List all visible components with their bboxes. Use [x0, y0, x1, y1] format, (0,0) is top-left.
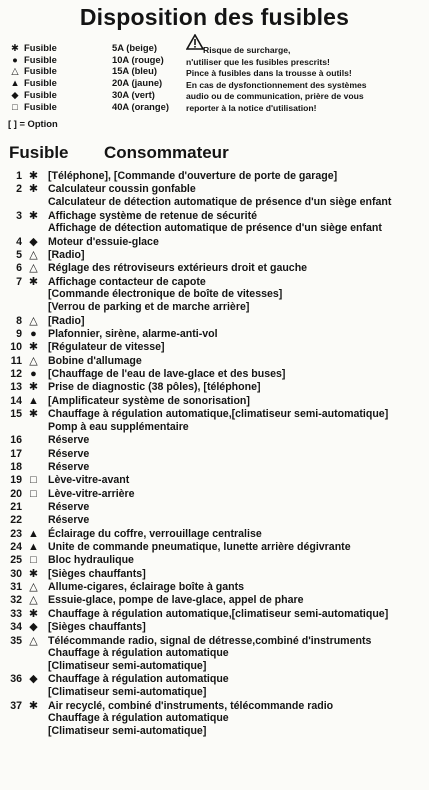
warning-line: audio ou de communication, prière de vous [186, 91, 364, 102]
fuse-consumer-line: [Chauffage de l'eau de lave-glace et des buses] [48, 368, 286, 381]
fuse-consumer [48, 236, 426, 249]
fuse-symbol-icon: ● [30, 328, 37, 340]
fuse-symbol-icon: □ [30, 554, 37, 567]
fuse-number: 3 [16, 209, 22, 222]
legend-amperage: 10A (rouge) [112, 53, 164, 65]
fuse-row [0, 236, 429, 249]
column-header-fusible: Fusible [9, 143, 69, 162]
fuse-number: 14 [10, 394, 22, 407]
fuse-number: 10 [10, 341, 22, 354]
fuse-number: 7 [16, 275, 22, 288]
legend-fuse-label: Fusible [24, 42, 57, 53]
fuse-symbol-icon: △ [29, 581, 38, 594]
fuse-consumer [48, 594, 426, 607]
fuse-consumer-line: Réglage des rétroviseurs extérieurs droit et gauche [48, 262, 308, 275]
fuse-consumer-line: Air recyclé, combiné d'instruments, télécommande radio [48, 699, 334, 712]
fuse-symbol-icon: ● [12, 53, 18, 65]
fuse-symbol-icon: ✱ [28, 408, 39, 421]
fuse-consumer-line: Allume-cigares, éclairage boîte à gants [48, 581, 245, 594]
fuse-consumer [48, 315, 426, 328]
fuse-consumer-line: Unite de commande pneumatique, lunette arrière dégivrante [48, 541, 351, 554]
fuse-symbol-icon: ◆ [29, 673, 38, 686]
fuse-consumer [48, 249, 426, 262]
fuse-number: 19 [10, 474, 22, 487]
fuse-row [0, 514, 429, 527]
fuse-symbol-icon: △ [29, 314, 38, 327]
fuse-row [0, 434, 429, 447]
fuse-consumer-line: Lève-vitre-avant [48, 474, 130, 487]
fuse-number: 24 [10, 541, 22, 554]
fuse-consumer [48, 621, 426, 634]
fuse-consumer [48, 474, 426, 487]
fuse-number: 9 [16, 328, 22, 340]
fuse-number: 18 [10, 460, 22, 473]
fuse-symbol-icon: □ [30, 474, 37, 487]
fuse-number: 31 [10, 581, 22, 594]
fuse-consumer [48, 673, 426, 699]
legend-amperage: 20A (jaune) [112, 77, 163, 89]
fuse-number: 6 [16, 262, 22, 275]
fuse-row [0, 474, 429, 487]
fuse-consumer-line: [Verrou de parking et de marche arrière] [48, 301, 250, 314]
fuse-row [0, 673, 429, 699]
fuse-consumer [48, 461, 426, 474]
fuse-consumer [48, 368, 426, 381]
fuse-consumer-line: [Sièges chauffants] [48, 621, 146, 634]
fuse-consumer-line: Affichage système de retenue de sécurité [48, 209, 258, 222]
fuse-number: 34 [10, 621, 22, 634]
fuse-consumer-line: [Radio] [48, 249, 85, 261]
fuse-number: 2 [16, 183, 22, 196]
legend-fuse-label: Fusible [24, 100, 57, 112]
fuse-consumer [48, 183, 426, 209]
fuse-number: 36 [10, 673, 22, 686]
fuse-consumer-line: [Commande électronique de boîte de vitesses] [48, 288, 283, 301]
fuse-consumer-line: [Sièges chauffants] [48, 567, 146, 580]
fuse-consumer-line: Réserve [48, 501, 90, 513]
fuse-symbol-icon: ✱ [11, 42, 19, 53]
fuse-symbol-icon: △ [29, 594, 38, 607]
fuse-symbol-icon: △ [11, 65, 19, 77]
fuse-consumer-line: Chauffage à régulation automatique [48, 647, 229, 660]
fuse-row [0, 262, 429, 275]
fuse-consumer-line: [Amplificateur système de sonorisation] [48, 394, 250, 407]
fuse-consumer [48, 635, 426, 673]
fuse-consumer-line: Chauffage à régulation automatique,[climatiseur semi-automatique] [48, 607, 389, 620]
fuse-symbol-icon: ✱ [28, 341, 39, 354]
fuse-symbol-icon: ✱ [28, 381, 39, 394]
fuse-symbol-icon: ✱ [28, 607, 39, 620]
legend-fuse-label: Fusible [24, 88, 57, 100]
fuse-row [0, 581, 429, 594]
fuse-consumer-line: Plafonnier, sirène, alarme-anti-vol [48, 328, 218, 340]
fuse-consumer-line: Chauffage à régulation automatique,[climatiseur semi-automatique] [48, 408, 389, 421]
fuse-number: 5 [16, 249, 22, 261]
fuse-consumer [48, 488, 426, 501]
fuse-number: 15 [10, 408, 22, 421]
fuse-consumer-line: [Radio] [48, 314, 85, 327]
fuse-row [0, 276, 429, 314]
fuse-consumer [48, 355, 426, 368]
fuse-consumer-line: [Régulateur de vitesse] [48, 341, 165, 354]
fuse-consumer-line: Éclairage du coffre, verrouillage centralise [48, 527, 262, 540]
warning-line: Risque de surcharge, [203, 45, 291, 55]
fuse-row [0, 183, 429, 209]
fuse-consumer-line: Affichage de détection automatique de présence d'un siège enfant [48, 222, 382, 235]
fuse-consumer-line: Chauffage à régulation automatique [48, 673, 229, 686]
warning-line: reporter à la notice d'utilisation! [186, 103, 317, 113]
fuse-number: 4 [16, 235, 22, 248]
fuse-consumer [48, 700, 426, 738]
fuse-consumer-line: Réserve [48, 434, 90, 447]
warning-line: En cas de dysfonctionnement des systèmes [186, 79, 367, 90]
fuse-number: 37 [10, 699, 22, 712]
fuse-consumer-line: Réserve [48, 514, 90, 527]
fuse-row [0, 395, 429, 408]
fuse-number: 16 [10, 434, 22, 447]
fuse-symbol-icon: △ [29, 354, 38, 367]
fuse-symbol-icon: ✱ [28, 183, 39, 196]
fuse-consumer [48, 328, 426, 341]
fuse-consumer [48, 608, 426, 621]
fuse-consumer-line: Lève-vitre-arrière [48, 487, 135, 500]
fuse-symbol-icon: ▲ [28, 527, 39, 540]
fuse-consumer-line: [Climatiseur semi-automatique] [48, 686, 207, 699]
fuse-row [0, 355, 429, 368]
fuse-symbol-icon: ◆ [29, 621, 38, 634]
fuse-symbol-icon: □ [30, 487, 37, 500]
fuse-consumer [48, 262, 426, 275]
fuse-number: 17 [10, 447, 22, 460]
fuse-consumer [48, 341, 426, 354]
legend-amperage: 15A (bleu) [112, 65, 157, 77]
legend-fuse-label: Fusible [24, 53, 57, 65]
fuse-consumer [48, 448, 426, 461]
column-header-consommateur: Consommateur [104, 143, 229, 162]
page-title: Disposition des fusibles [79, 4, 350, 30]
fuse-consumer [48, 170, 426, 183]
fuse-consumer-line: Bloc hydraulique [48, 554, 134, 567]
fuse-row [0, 249, 429, 262]
legend-amperage: 30A (vert) [112, 88, 155, 100]
option-note: [ ] = Option [8, 118, 58, 129]
fuse-row [0, 461, 429, 474]
fuse-row [0, 315, 429, 328]
fuse-row [0, 554, 429, 567]
fuse-symbol-icon: ◆ [11, 88, 19, 100]
fuse-consumer-line: Prise de diagnostic (38 pôles), [téléphone] [48, 381, 261, 394]
fuse-consumer [48, 541, 426, 554]
fuse-row [0, 381, 429, 394]
fuse-number: 25 [10, 554, 22, 567]
warning-line: Pince à fusibles dans la trousse à outils! [186, 68, 352, 79]
fuse-consumer [48, 408, 426, 434]
fuse-symbol-icon: ✱ [28, 567, 39, 580]
fuse-row [0, 170, 429, 183]
legend-amperage: 5A (beige) [112, 42, 157, 53]
fuse-row [0, 210, 429, 236]
fuse-number: 12 [10, 368, 22, 381]
fuse-number: 1 [16, 170, 22, 182]
fuse-consumer-line: Chauffage à régulation automatique [48, 712, 229, 725]
fuse-consumer [48, 434, 426, 447]
fuse-row [0, 408, 429, 434]
fuse-consumer [48, 381, 426, 394]
fuse-row [0, 341, 429, 354]
fuse-consumer-line: Bobine d'allumage [48, 354, 142, 367]
fuse-row [0, 488, 429, 501]
fuse-row [0, 594, 429, 607]
fuse-number: 13 [10, 381, 22, 394]
fuse-row [0, 448, 429, 461]
fuse-symbol-icon: △ [29, 634, 38, 647]
fuse-consumer-line: Pomp à eau supplémentaire [48, 420, 189, 433]
fuse-consumer-line: Moteur d'essuie-glace [48, 235, 159, 248]
fuse-number: 21 [10, 501, 22, 513]
fuse-symbol-icon: ✱ [28, 699, 39, 712]
fuse-symbol-icon: ▲ [28, 541, 39, 554]
fuse-consumer-line: Essuie-glace, pompe de lave-glace, appel de phare [48, 594, 304, 607]
fuse-consumer [48, 528, 426, 541]
fuse-symbol-icon: ✱ [28, 170, 39, 182]
fuse-consumer-line: Calculateur coussin gonfable [48, 183, 196, 196]
fuse-consumer [48, 501, 426, 514]
fuse-consumer-line: Affichage contacteur de capote [48, 275, 206, 288]
fuse-row [0, 608, 429, 621]
fuse-number: 35 [10, 634, 22, 647]
fuse-symbol-icon: △ [29, 249, 38, 261]
fuse-consumer [48, 210, 426, 236]
warning-line: n'utiliser que les fusibles prescrits! [186, 56, 330, 67]
fuse-consumer [48, 554, 426, 567]
fuse-consumer-line: [Climatiseur semi-automatique] [48, 725, 207, 738]
fuse-row [0, 368, 429, 381]
fuse-row [0, 568, 429, 581]
legend-fuse-label: Fusible [24, 65, 57, 77]
fuse-consumer [48, 514, 426, 527]
fuse-row [0, 501, 429, 514]
fuse-number: 30 [10, 567, 22, 580]
fuse-number: 23 [10, 527, 22, 540]
fuse-number: 33 [10, 607, 22, 620]
fuse-row [0, 528, 429, 541]
fuse-row [0, 700, 429, 738]
fuse-row [0, 621, 429, 634]
fuse-consumer [48, 581, 426, 594]
fuse-number: 11 [10, 354, 22, 367]
fuse-symbol-icon: ◆ [29, 235, 38, 248]
fuse-symbol-icon: ✱ [28, 209, 39, 222]
fuse-consumer-line: Télécommande radio, signal de détresse,combiné d'instruments [48, 634, 372, 647]
fuse-number: 20 [10, 487, 22, 500]
fuse-symbol-icon: ✱ [28, 275, 39, 288]
fuse-symbol-icon: ▲ [10, 77, 20, 89]
fuse-consumer-line: Calculateur de détection automatique de présence d'un siège enfant [48, 196, 392, 209]
fuse-symbol-icon: □ [12, 100, 18, 112]
fuse-number: 22 [10, 514, 22, 527]
legend-fuse-label: Fusible [24, 77, 57, 89]
fuse-number: 32 [10, 594, 22, 607]
fuse-symbol-icon: △ [29, 262, 38, 275]
fuse-consumer [48, 276, 426, 314]
fuse-consumer-line: Réserve [48, 460, 90, 473]
fuse-symbol-icon: ● [30, 368, 37, 381]
legend-amperage: 40A (orange) [112, 100, 169, 112]
fuse-number: 8 [16, 314, 22, 327]
fuse-consumer-line: [Téléphone], [Commande d'ouverture de porte de garage] [48, 170, 338, 182]
warning-triangle-icon [186, 34, 204, 50]
fuse-row [0, 328, 429, 341]
fuse-consumer-line: Réserve [48, 447, 90, 460]
fuse-row [0, 541, 429, 554]
fuse-row [0, 635, 429, 673]
fuse-consumer [48, 568, 426, 581]
fuse-symbol-icon: ▲ [28, 394, 39, 407]
fuse-consumer [48, 395, 426, 408]
fuse-consumer-line: [Climatiseur semi-automatique] [48, 660, 207, 673]
